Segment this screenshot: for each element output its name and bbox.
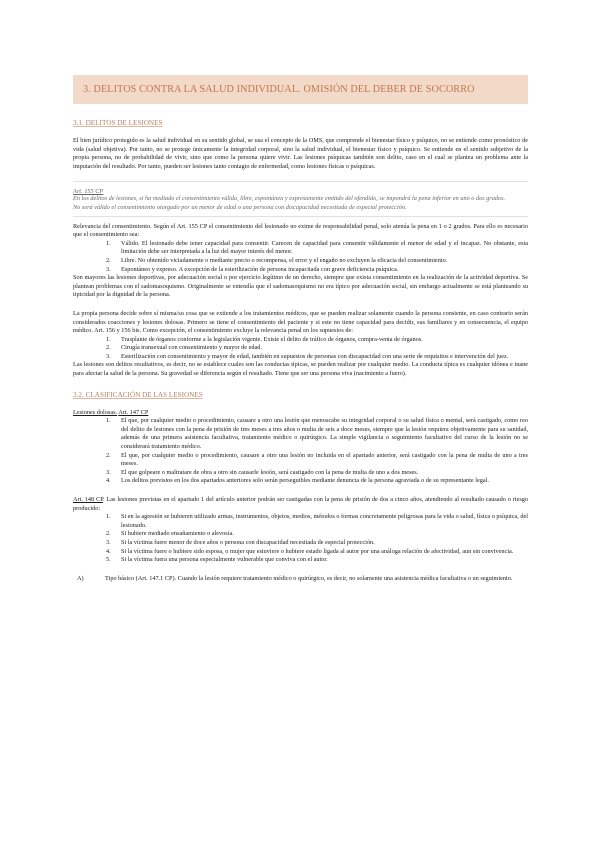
article-147-list <box>73 417 528 486</box>
chapter-banner <box>73 75 528 104</box>
list-item: 5. Si la víctima fuera una persona especialmente vulnerable que conviva con el autor. <box>106 556 328 564</box>
paragraph-relevancia-consentimiento: Relevancia del consentimiento. Según el Art. 155 CP el consentimiento del lesionado no exime de responsabilidad penal, solo atenúa la pena en 1 o 2 grados. Para ello es necesario que el consentimiento sea: <box>73 222 528 239</box>
list-item: 3. Si la víctima fuere menor de doce años o persona con discapacidad necesitada de especial protección. <box>106 538 375 546</box>
article-148-list <box>73 513 528 565</box>
article-155-text-1: En los delitos de lesiones, si ha mediado el consentimiento válida, libre, espontánea y expresamente emitido del ofendido, se impondrá la pena inferior en uno o dos grados. <box>73 195 506 203</box>
list-item: 2. Cirugía transexual con consentimiento y mayor de edad. <box>106 344 262 352</box>
paragraph-tratamientos-medicos: La propia persona decide sobre sí misma/su cosa que se extiende a los tratamientos médicos, que se pueden realizar solamente cuando la persona consiente, en caso contrario serán considerados coacciones y lesiones dolosas. Primero se tiene el consentimiento del paciente y si este no tiene capacidad para decidir, sus familiares y en consecuencia, el equipo médico. Art. 156 y 156 bis. Como excepción, el consentimiento excluye la relevancia penal en los supuestos de: <box>73 309 528 335</box>
article-155-reference: Art. 155 CP <box>73 188 104 196</box>
list-item: 1. Trasplante de órganos conforme a la legislación vigente. Existe el delito de tráfico de órganos, compra-venta de órganos. <box>106 335 423 343</box>
lesiones-dolosas-heading: Lesiones dolosas. Art. 147 CP <box>73 408 149 416</box>
consent-requirements-list <box>73 240 528 274</box>
section-heading-3-2: 3.2. CLASIFICACIÓN DE LAS LESIONES <box>73 390 203 399</box>
list-item: 4. Los delitos previstos en los dos apartados anteriores solo serán perseguibles mediante denuncia de la persona agraviada o de su representante legal. <box>106 477 489 485</box>
document-body <box>73 119 528 583</box>
article-148-intro: Art. 148 CP. Las lesiones previstas en el apartado 1 del artículo anterior podrán ser castigadas con la pena de prisión de dos a cinco años, atendiendo al resultado causado o riesgo producido: <box>73 496 528 512</box>
list-item: 2. Libre. No obtenido viciadamente o mediante precio o recompensa, el error y el engaño no excluyen la eficacia del consentimiento. <box>106 256 448 264</box>
list-item: 2. El que, por cualquier medio o procedimiento, causare a otro una lesión no incluida en el apartado anterior, será castigado con la pena de multa de uno a tres meses. <box>106 451 528 468</box>
tipo-basico-item: A) Tipo básico (Art. 147.1 CP). Cuando la lesión requiere tratamiento médico o quirúrgico, es decir, no solamente una asistencia médica facultativa o un seguimiento. <box>77 574 513 582</box>
chapter-title: 3. DELITOS CONTRA LA SALUD INDIVIDUAL. OMISIÓN DEL DEBER DE SOCORRO <box>83 84 475 95</box>
list-item: 3. Esterilización con consentimiento y mayor de edad, también en supuestos de personas con discapacidad con una serie de requisitos e intervención del juez. <box>106 352 509 360</box>
list-item: 3. Espontáneo y expreso. A excepción de la esterilización de persona incapacitada con grave deficiencia psíquica. <box>106 265 399 273</box>
article-155-text-2: No será válido el consentimiento otorgado por un menor de edad o una persona con discapacidad necesitada de especial protección. <box>73 203 407 211</box>
list-item: 2. Si hubiere mediado ensañamiento o alevosía. <box>106 530 234 538</box>
paragraph-lesiones-deportivas: Son mayores las lesiones deportivas, por adecuación social o por ejercicio legítimo de un derecho, siempre que exista consentimiento en la realización de la actividad deportiva. Se plantean problemas con el sadomasoquismo. Originalmente se entendía que el sadomasoquismo no era típico por adecuación social, sin embargo actualmente se está planteando su tipicidad por la dignidad de la persona. <box>73 274 528 299</box>
list-item: 1. Si en la agresión se hubieren utilizado armas, instrumentos, objetos, medios, métodos o formas concretamente peligrosas para la vida o salud, física o psíquica, del lesionado. <box>106 513 528 529</box>
divider <box>73 181 528 182</box>
list-item: 4. Si la víctima fuere o hubiere sido esposa, o mujer que estuviere o hubiere estado ligada al autor por una análoga relación de afectividad, aun sin convivencia. <box>106 547 514 555</box>
list-item: 1. Válido. El lesionado debe tener capacidad para consentir. Carecen de capacidad para consentir válidamente el menor de edad y el incapaz. No obstante, esta limitación debe ser interpretada a la luz del mayor interés del menor. <box>106 239 528 256</box>
divider <box>73 216 528 217</box>
paragraph-bien-juridico: El bien jurídico protegido es la salud individual en su sentido global, se usa el concepto de la OMS, que comprende el bienestar físico y psíquico, no se entiende como pronóstico de vida (salud objetiva). Por tanto, no se protege únicamente la integridad corporal, sino la salud individual, el bienestar físico y psíquico. Se entiende en el sentido subjetivo de la propia persona, no de probabilidad de vivir, sino que como la persona quiere vivir. Las lesiones psíquicas también son delito, caso en el cual se plantea un problema ante la imputación del resultado. Por tanto, pueden ser lesiones tanto contagio de enfermedad, como lesiones físicas o psíquicas. <box>73 137 528 170</box>
exceptions-list <box>73 336 528 362</box>
list-item: 1. El que, por cualquier medio o procedimiento, causare a otro una lesión que menoscabe su integridad corporal o su salud física o mental, será castigado, como reo del delito de lesiones con la pena de prisión de tres meses a tres años o multa de seis a doce meses, siempre que la lesión requiera objetivamente para su sanidad, además de una primera asistencia facultativa, tratamiento médico o quirúrgico. La simple vigilancia o seguimiento facultativo del curso de la lesión no se considerará tratamiento médico. <box>106 417 528 451</box>
list-item: 3. El que golpeare o maltratare de obra a otro sin causarle lesión, será castigado con la pena de multa de uno a dos meses. <box>106 468 419 476</box>
paragraph-delitos-resultativos: Las lesiones son delitos resultativos, es decir, no se establece cuales son las conductas típicas, se pueden realizar por cualquier medio. La conducta típica es cualquier idónea e inane para afectar la salud de la persona. Su gravedad se diferencia según el resultado. Tiene que ser una persona viva (nacimiento a fuero). <box>73 361 528 378</box>
section-heading-3-1: 3.1. DELITOS DE LESIONES <box>73 119 163 127</box>
